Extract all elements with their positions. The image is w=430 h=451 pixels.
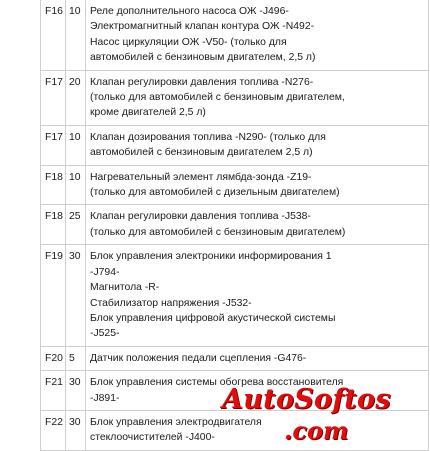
fuse-table-body [41, 0, 429, 450]
fuse-row [41, 0, 429, 70]
fuse-number: F22 [41, 410, 66, 450]
fuse-number: F18 [41, 205, 66, 245]
watermark-line1: AutoSoftos [222, 384, 391, 415]
fuse-rating: 30 [66, 371, 86, 411]
fuse-number: F18 [41, 165, 66, 205]
fuse-row [41, 165, 429, 205]
watermark-logo [222, 384, 422, 446]
fuse-rating: 25 [66, 205, 86, 245]
fuse-rating: 20 [66, 70, 86, 125]
fuse-row [41, 125, 429, 165]
fuse-row [41, 70, 429, 125]
fuse-number: F21 [41, 371, 66, 411]
fuse-description: Блок управления электроники информирования 1 -J794- Магнитола -R- Стабилизатор напряжения -J532- Блок управления цифровой акустической системы -J525- [86, 245, 429, 346]
fuse-rating: 10 [66, 0, 86, 70]
fuse-row [41, 205, 429, 245]
fuse-number: F17 [41, 70, 66, 125]
fuse-rating: 10 [66, 165, 86, 205]
fuse-description: Нагревательный элемент лямбда-зонда -Z19- (только для автомобилей с дизельным двигателем) [86, 165, 429, 205]
fuse-description: Клапан регулировки давления топлива -J538- (только для автомобилей с бензиновым двигателем) [86, 205, 429, 245]
fuse-number: F19 [41, 245, 66, 346]
fuse-description: Реле дополнительного насоса ОЖ -J496- Электромагнитный клапан контура ОЖ -N492- Насос циркуляции ОЖ -V50- (только для автомобилей с бензиновым двигателем, 2,5 л) [86, 0, 429, 70]
fuse-number: F17 [41, 125, 66, 165]
fuse-description: Блок управления системы обогрева восстановителя -J891- [86, 371, 429, 411]
fuse-description: Клапан дозирования топлива -N290- (только для автомобилей с бензиновым двигателем 2,5 л) [86, 125, 429, 165]
fuse-row [41, 346, 429, 370]
fuse-rating: 30 [66, 410, 86, 450]
fuse-row [41, 245, 429, 346]
fuse-description: Клапан регулировки давления топлива -N276- (только для автомобилей с бензиновым двигателем, кроме двигателей 2,5 л) [86, 70, 429, 125]
fuse-description: Датчик положения педали сцепления -G476- [86, 346, 429, 370]
fuse-number: F20 [41, 346, 66, 370]
watermark-line2: .com [284, 416, 349, 445]
fuse-rating: 5 [66, 346, 86, 370]
fuse-rating: 10 [66, 125, 86, 165]
fuse-rating: 30 [66, 245, 86, 346]
fuse-description: Блок управления электродвигателя стеклоочистителей -J400- [86, 410, 429, 450]
fuse-number: F16 [41, 0, 66, 70]
